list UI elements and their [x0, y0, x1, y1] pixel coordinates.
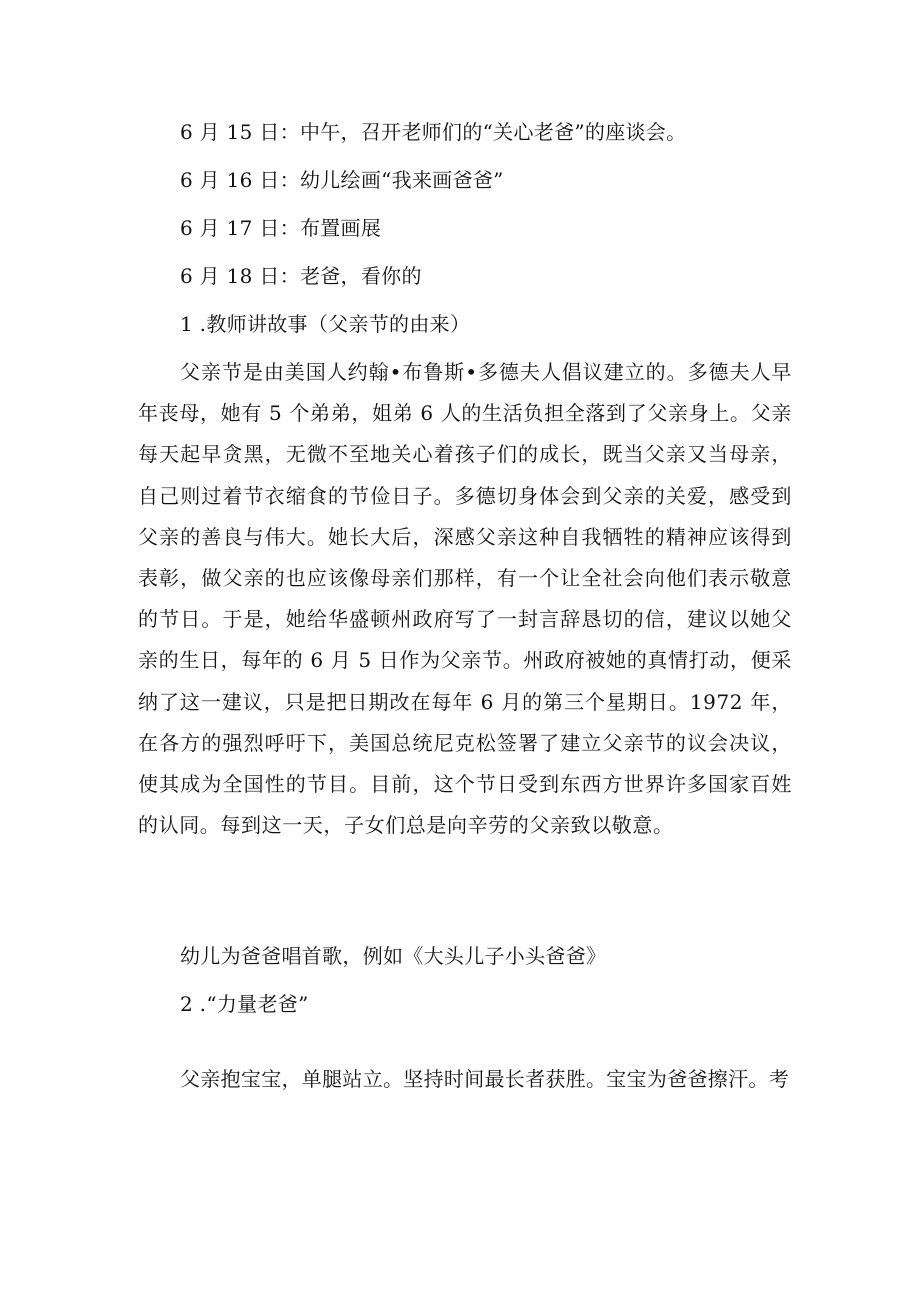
game-description-line: 父亲抱宝宝，单腿站立。坚持时间最长者获胜。宝宝为爸爸擦汗。考: [180, 1067, 789, 1091]
fathers-day-origin-paragraph: 父亲节是由美国人约翰•布鲁斯•多德夫人倡议建立的。多德夫人早年丧母，她有 5 个弟弟，姐弟 6 人的生活负担全落到了父亲身上。父亲每天起早贪黑，无微不至地关心着孩子们的成长，既当父亲又当母亲，自己则过着节衣缩食的节俭日子。多德切身体会到父亲的关爱，感受到父亲的善良与伟大。她长大后，深感父亲这种自我牺牲的精神应该得到表彰，做父亲的也应该像母亲们那样，有一个让全社会向他们表示敬意的节日。于是，她给华盛顿州政府写了一封言辞恳切的信，建议以她父亲的生日，每年的 6 月 5 日作为父亲节。州政府被她的真情打动，便采纳了这一建议，只是把日期改在每年 6 月的第三个星期日。1972 年，在各方的强烈呼吁下，美国总统尼克松签署了建立父亲节的议会决议，使其成为全国性的节目。目前，这个节日受到东西方世界许多国家百姓的认同。每到这一天，子女们总是向辛劳的父亲致以敬意。: [138, 360, 792, 838]
schedule-line-june-17: 6 月 17 日：布置画展: [180, 216, 382, 240]
item-2-heading: 2 .“力量老爸”: [180, 992, 309, 1016]
schedule-line-june-15: 6 月 15 日：中午，召开老师们的“关心老爸”的座谈会。: [180, 120, 687, 144]
schedule-line-june-16: 6 月 16 日：幼儿绘画“我来画爸爸”: [180, 168, 504, 192]
item-1-heading: 1 .教师讲故事（父亲节的由来）: [180, 312, 471, 336]
song-line: 幼儿为爸爸唱首歌，例如《大头儿子小头爸爸》: [180, 944, 607, 968]
schedule-line-june-18: 6 月 18 日：老爸，看你的: [180, 264, 422, 288]
